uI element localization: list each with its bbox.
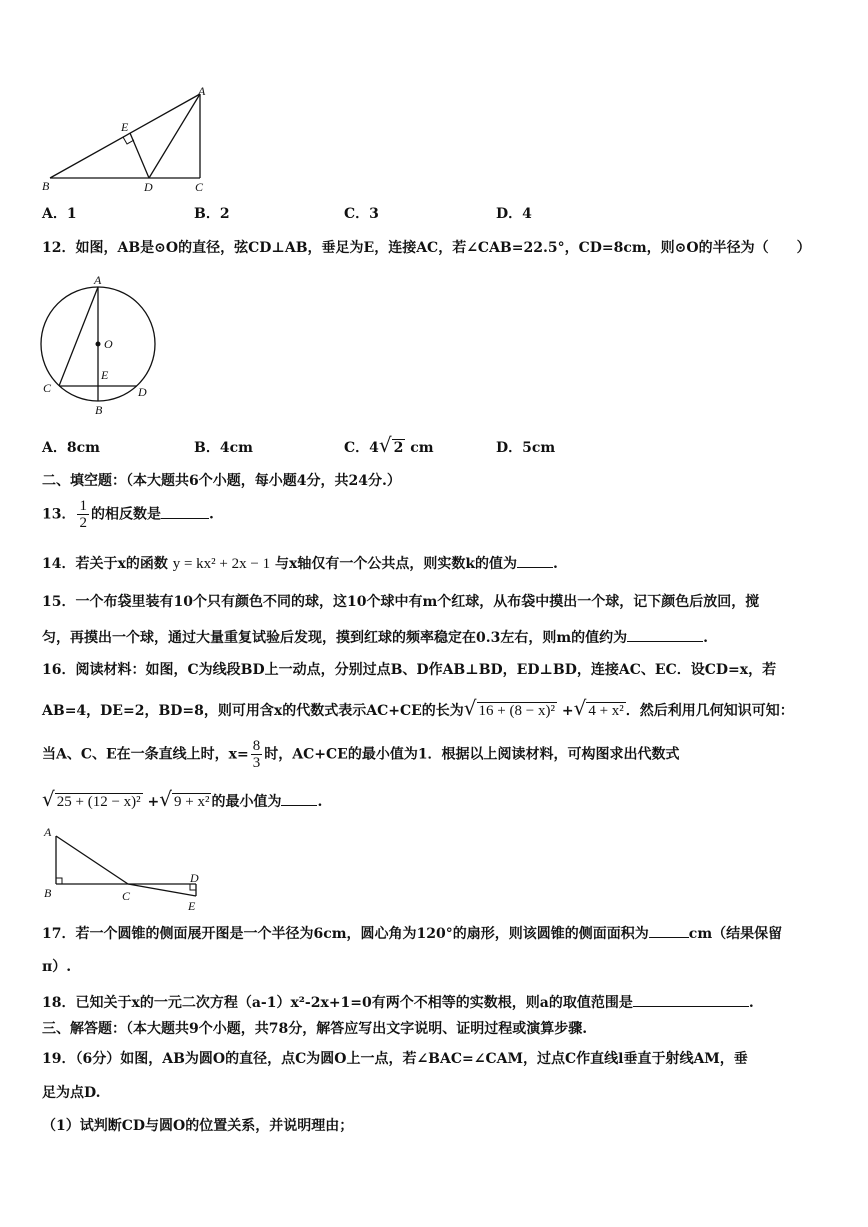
- q16-line2: AB=4，DE=2，BD=8，则可用含x的代数式表示AC+CE的长为√ 16 + (8 − x)² +√ 4 + x² ．然后利用几何知识可知：: [42, 696, 794, 720]
- label-D: D: [138, 385, 147, 399]
- q14: 14．若关于x的函数 y = kx² + 2x − 1 与x轴仅有一个公共点，则实数k的值为 .: [42, 553, 558, 573]
- q11-option-c: C．3: [344, 206, 379, 222]
- label-C: C: [43, 381, 52, 395]
- q19-sub1: （1）试判断CD与圆O的位置关系，并说明理由；: [42, 1118, 354, 1134]
- label-D: D: [144, 180, 153, 194]
- label-B: B: [44, 886, 52, 900]
- q16-fraction: $\frac{8}{3}$: [252, 738, 261, 771]
- q16-radical-4: 9 + x²: [174, 794, 210, 810]
- q13-answer-blank[interactable]: [161, 504, 209, 519]
- label-A: A: [94, 273, 102, 287]
- label-B: B: [95, 403, 103, 417]
- q19-line2: 足为点D.: [42, 1085, 101, 1101]
- q17-answer-blank[interactable]: [649, 923, 689, 938]
- sqrt-sign: √: [378, 433, 392, 457]
- q12-figure: [38, 270, 162, 420]
- label-D: D: [190, 871, 199, 885]
- q13: 13． $\frac{1}{2}$ 的相反数是 .: [42, 498, 214, 531]
- q16-line4: √ 25 + (12 − x)² +√ 9 + x² 的最小值为 .: [42, 787, 323, 811]
- q14-formula: y = kx² + 2x − 1: [172, 556, 271, 572]
- label-C: C: [195, 180, 204, 194]
- q12-option-c-radicand: 2: [393, 440, 404, 456]
- q15-answer-blank[interactable]: [627, 627, 703, 642]
- label-E: E: [188, 899, 196, 913]
- q12-option-d: D．5cm: [496, 440, 556, 456]
- label-B: B: [42, 179, 50, 193]
- section-2-heading: 二、填空题：（本大题共6个小题，每小题4分，共24分.）: [42, 473, 401, 489]
- label-C: C: [122, 889, 131, 903]
- q12-option-b: B．4cm: [194, 440, 253, 456]
- q11-option-b: B．2: [194, 206, 230, 222]
- q16-line1: 16．阅读材料：如图，C为线段BD上一动点，分别过点B、D作AB⊥BD，ED⊥BD，连接AC、EC．设CD=x，若: [42, 662, 777, 678]
- q16-radical-1: 16 + (8 − x)²: [478, 703, 555, 719]
- q19-line1: 19．（6分）如图，AB为圆O的直径，点C为圆O上一点，若∠BAC=∠CAM，过点C作直线l垂直于射线AM，垂: [42, 1051, 748, 1067]
- label-E: E: [101, 368, 109, 382]
- q12-stem: 12．如图，AB是⊙O的直径，弦CD⊥AB，垂足为E，连接AC，若∠CAB=22.5°，CD=8cm，则⊙O的半径为（ ）: [42, 240, 811, 256]
- q12-option-c-unit: cm: [410, 440, 434, 456]
- q13-fraction: $\frac{1}{2}$: [79, 498, 87, 531]
- q18-answer-blank[interactable]: [633, 992, 749, 1007]
- q17-line1: 17．若一个圆锥的侧面展开图是一个半径为6cm，圆心角为120°的扇形，则该圆锥的侧面面积为 cm（结果保留: [42, 923, 782, 943]
- q14-answer-blank[interactable]: [517, 553, 553, 568]
- section-3-heading: 三、解答题：（本大题共9个小题，共78分，解答应写出文字说明、证明过程或演算步骤.: [42, 1021, 588, 1037]
- q11-figure: [36, 84, 216, 196]
- q11-option-d: D．4: [496, 206, 532, 222]
- q14-post: 与x轴仅有一个公共点，则实数k的值为: [274, 556, 518, 572]
- q13-text: 的相反数是: [90, 506, 161, 523]
- label-A: A: [44, 825, 52, 839]
- label-E: E: [121, 120, 129, 134]
- label-O: O: [104, 337, 113, 351]
- q15-line1: 15．一个布袋里装有10个只有颜色不同的球，这10个球中有m个红球，从布袋中摸出一个球，记下颜色后放回，搅: [42, 594, 760, 610]
- q16-answer-blank[interactable]: [281, 791, 317, 806]
- label-A: A: [198, 84, 206, 98]
- q15-line2: 匀，再摸出一个球，通过大量重复试验后发现，摸到红球的频率稳定在0.3左右，则m的值约为 .: [42, 627, 708, 647]
- q13-number: 13．: [42, 506, 76, 523]
- q12-option-c-label: C．4: [344, 440, 379, 456]
- q11-option-a: A．1: [42, 206, 77, 222]
- q16-radical-3: 25 + (12 − x)²: [56, 794, 141, 810]
- q14-pre: 14．若关于x的函数: [42, 556, 168, 572]
- q16-line3: 当A、C、E在一条直线上时，x= $\frac{8}{3}$ 时，AC+CE的最小值为1．根据以上阅读材料，可构图求出代数式: [42, 738, 680, 771]
- q18: 18．已知关于x的一元二次方程（a-1）x²-2x+1=0有两个不相等的实数根，则a的取值范围是 .: [42, 992, 754, 1012]
- q17-line2: π）.: [42, 959, 72, 975]
- q12-option-c: [344, 433, 434, 457]
- q12-option-a: A．8cm: [42, 440, 100, 456]
- q16-radical-2: 4 + x²: [588, 703, 624, 719]
- q16-figure: [38, 822, 206, 914]
